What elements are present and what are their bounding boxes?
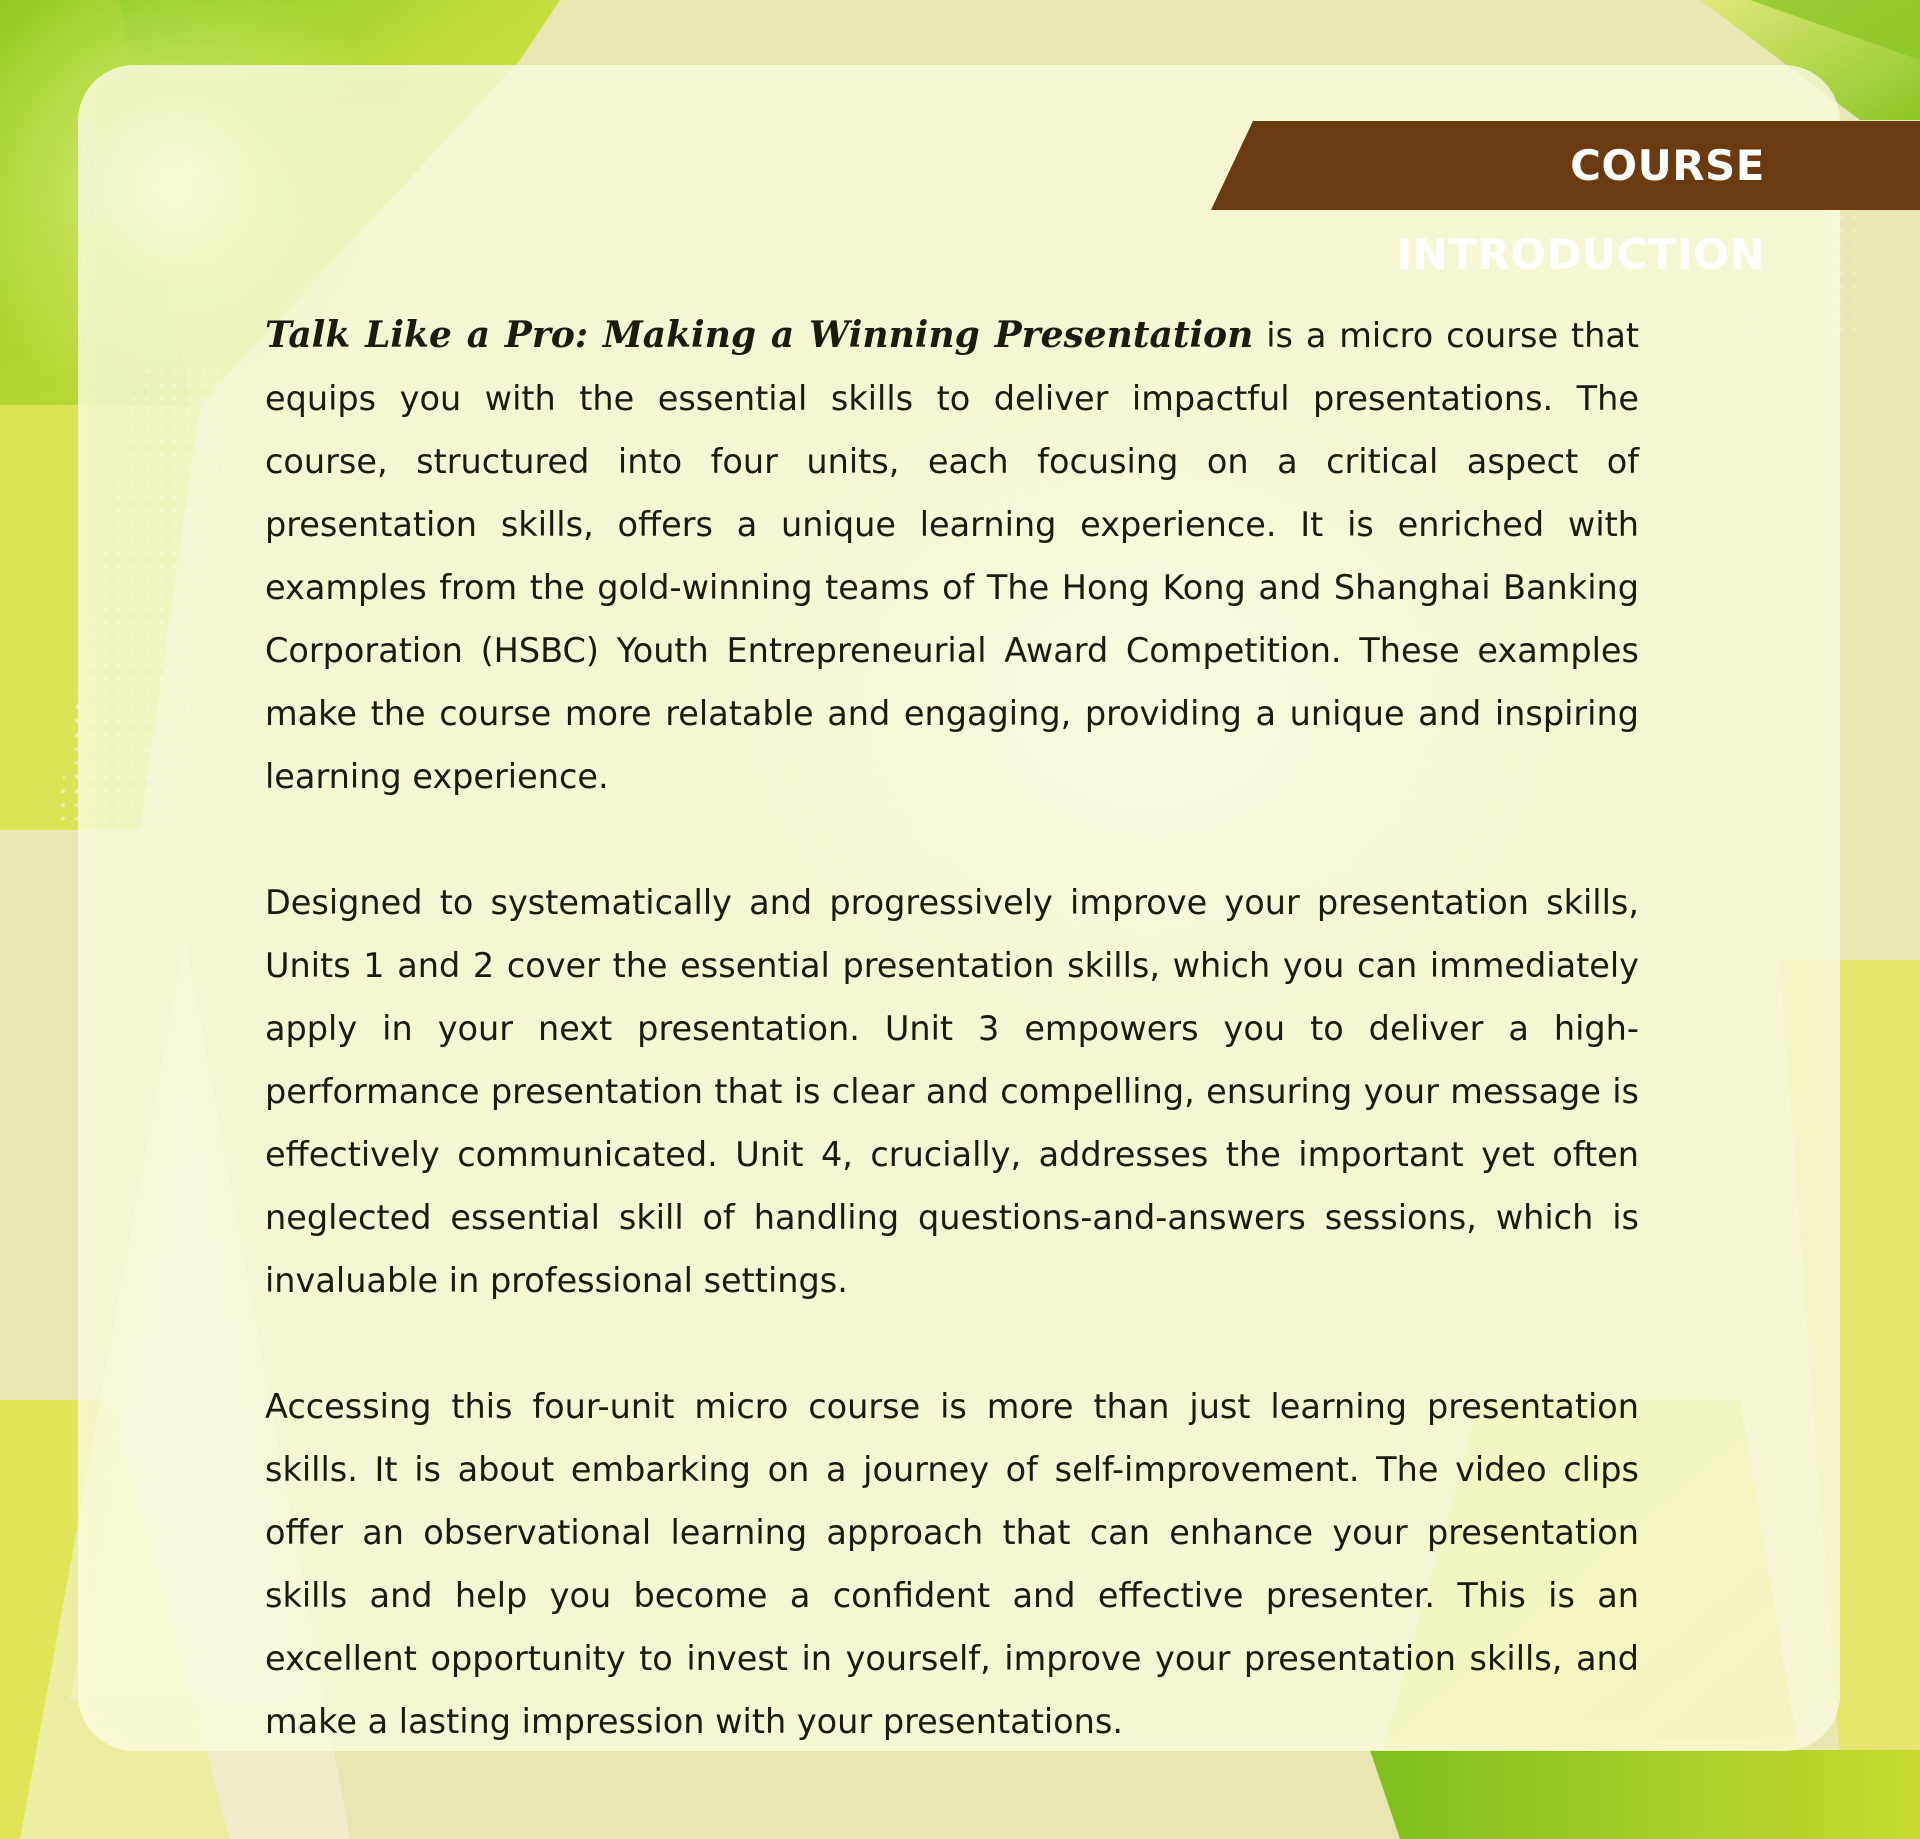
paragraph-3: Accessing this four-unit micro course is more than just learning presentation skills. It is about embarking on a journey of self-improvement. The video clips offer an observational learning approach that can enhance your presentation skills and help you become a confident and effective presenter. This is an excellent opportunity to invest in yourself, improve your presentation skills, and make a lasting impression with your presentations. (265, 1387, 1639, 1741)
paragraph-2: Designed to systematically and progressively improve your presentation skills, Units 1 and 2 cover the essential presentation skills, which you can immediately apply in your next presentation. Unit 3 empowers you to deliver a high-performance presentation that is clear and compelling, ensuring your message is effectively communicated. Unit 4, crucially, addresses the important yet often neglected essential skill of handling questions-and-answers sessions, which is invaluable in professional settings. (265, 883, 1639, 1300)
course-title: Talk Like a Pro: Making a Winning Presentation (265, 314, 1254, 356)
section-title: COURSE INTRODUCTION (1396, 141, 1765, 279)
paragraph-1-text: is a micro course that equips you with the essential skills to deliver impactful presentations. The course, structured into four units, each focusing on a critical aspect of presentation skills, offers a unique learning experience. It is enriched with examples from the gold-winning teams of The Hong Kong and Shanghai Banking Corporation (HSBC) Youth Entrepreneurial Award Competition. These examples make the course more relatable and engaging, providing a unique and inspiring learning experience. (265, 316, 1639, 796)
course-introduction-text (265, 304, 1639, 1753)
paragraph-1 (265, 304, 1639, 808)
